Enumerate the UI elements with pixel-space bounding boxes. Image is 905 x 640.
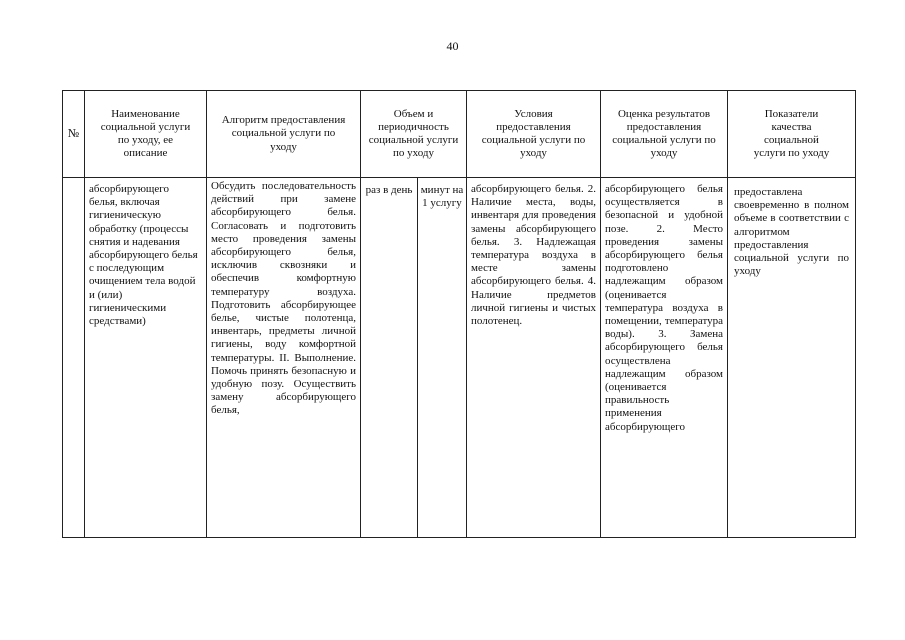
service-table xyxy=(62,90,856,538)
header-divider xyxy=(62,177,856,178)
header-algorithm: Алгоритм предоставления социальной услуги по уходу xyxy=(221,114,346,153)
header-num: № xyxy=(67,126,80,141)
header-evaluation: Оценка результатов предоставления социальной услуги по уходу xyxy=(612,107,716,160)
header-conditions: Условия предоставления социальной услуги по уходу xyxy=(481,107,586,160)
header-indicators: Показатели качества социальной услуги по уходу xyxy=(753,107,830,160)
header-volume: Объем и периодичность социальной услуги по уходу xyxy=(368,107,459,160)
header-service-name: Наименование социальной услуги по уходу, ее описание xyxy=(100,107,191,160)
row-num xyxy=(63,179,84,537)
row-indicators: предоставлена своевременно в полном объеме в соответствии с алгоритмом предоставления социальной услуги по уходу xyxy=(734,186,849,278)
row-evaluation: абсорбирующего белья осуществляется в безопасной и удобной позе. 2. Место проведения замены абсорбирующего белья подготовлено надлежащим образом (оценивается температура воздуха в помещении, температура воды). 3. Замена абсорбирующего белья осуществлена надлежащим образом (оценивается правильность применения абсорбирующего xyxy=(605,183,723,433)
table-border-bottom xyxy=(62,537,856,538)
row-conditions: абсорбирующего белья. 2. Наличие места, воды, инвентаря для проведения замены абсорбирующего белья. 3. Надлежащая температура воздуха в месте замены абсорбирующего белья. 4. Наличие предметов личной гигиены и чистых полотенец. xyxy=(471,183,596,328)
col-divider xyxy=(855,90,856,538)
row-volume-duration: минут на 1 услугу xyxy=(420,184,464,210)
row-volume-frequency: раз в день xyxy=(365,184,413,196)
col-divider xyxy=(417,177,418,538)
row-algorithm: Обсудить последовательность действий при замене абсорбирующего белья. Согласовать и подготовить место проведения замены абсорбирующего белья, исключив сквозняки и обеспечив комфортную температуру воздуха. Подготовить абсорбирующее белье, чистые полотенца, инвентарь, предметы личной гигиены, воду комфортной температуры. II. Выполнение. Помочь принять безопасную и удобную позу. Осуществить замену абсорбирующего белья, xyxy=(211,180,356,417)
page-number: 40 xyxy=(446,39,459,53)
row-service-name: абсорбирующего белья, включая гигиеническую обработку (процессы снятия и надевания абсорбирующего белья с последующим очищением тела водой и (или) гигиеническими средствами) xyxy=(89,183,198,328)
